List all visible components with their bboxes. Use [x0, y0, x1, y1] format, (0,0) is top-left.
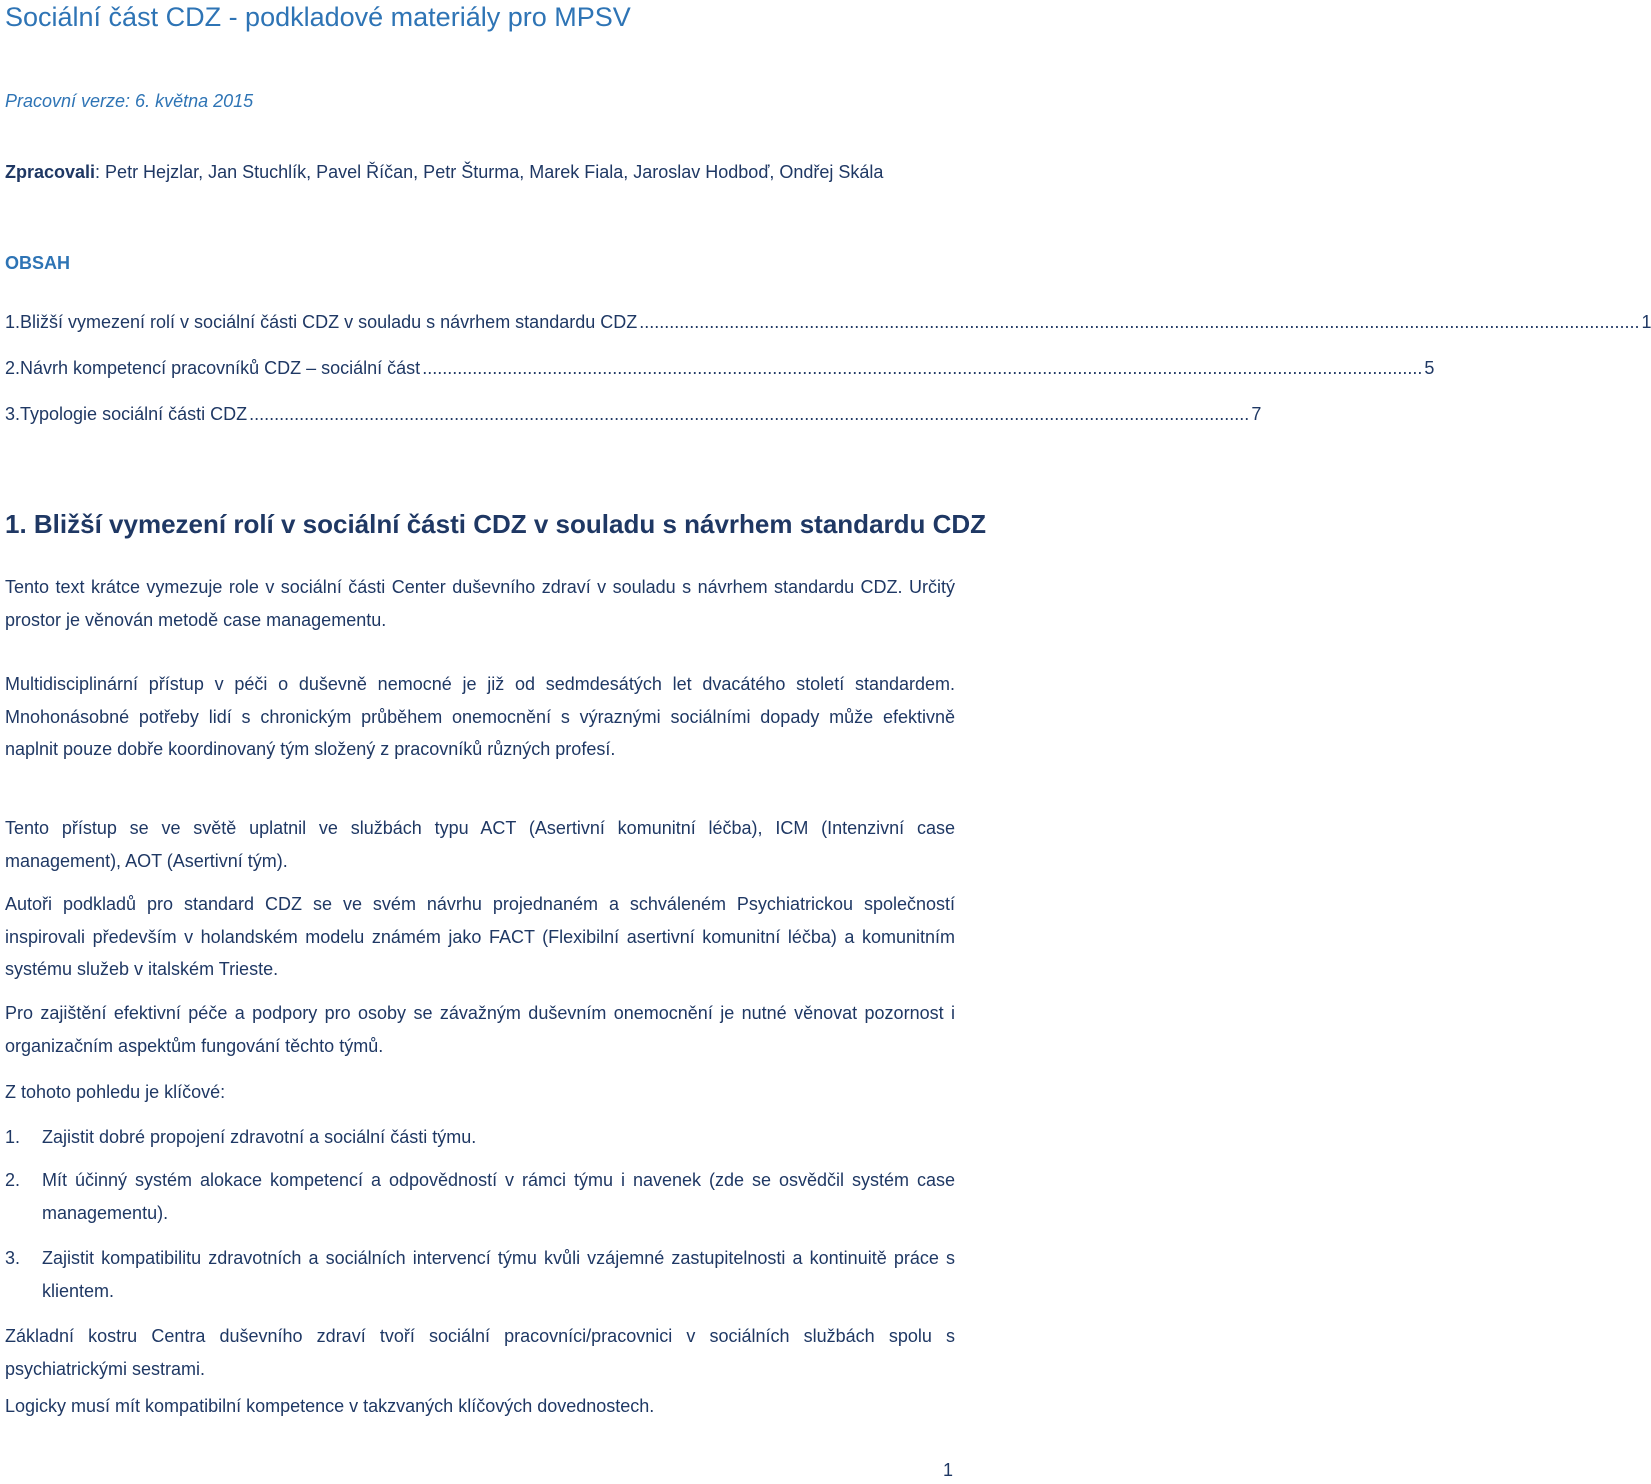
toc-entry-2[interactable]: [5, 358, 1435, 379]
toc-entry-1[interactable]: [5, 312, 1651, 333]
list-item-text: Zajistit kompatibilitu zdravotních a sociálních intervencí týmu kvůli vzájemné zastupitelnosti a kontinuitě práce s klientem.: [42, 1248, 955, 1301]
authors-names: : Petr Hejzlar, Jan Stuchlík, Pavel Říčan, Petr Šturma, Marek Fiala, Jaroslav Hodboď, Ondřej Skála: [95, 162, 884, 182]
list-item-number: 2.: [5, 1170, 21, 1190]
toc-entry-number: 3.: [5, 404, 21, 424]
document-title: Sociální část CDZ - podkladové materiály pro MPSV: [5, 2, 631, 32]
toc-entry-number: 1.: [5, 312, 21, 332]
toc-entry-page: 5: [1424, 358, 1435, 378]
list-item-text: Mít účinný systém alokace kompetencí a odpovědností v rámci týmu i navenek (zde se osvědčil systém case managementu).: [42, 1170, 955, 1223]
paragraph: Autoři podkladů pro standard CDZ se ve svém návrhu projednaném a schváleném Psychiatrickou společností inspirovali především v holandském modelu známém jako FACT (Flexibilní asertivní komunitní léčba) a komunitním systému služeb v italském Trieste.: [5, 894, 955, 979]
paragraph: Základní kostru Centra duševního zdraví tvoří sociální pracovníci/pracovnici v sociálních službách spolu s psychiatrickými sestrami.: [5, 1326, 955, 1379]
toc-leader-dots: ........................................................................................................................................................................................................: [422, 358, 1423, 378]
toc-entry-page: 1: [1641, 312, 1651, 332]
paragraph: Logicky musí mít kompatibilní kompetence v takzvaných klíčových dovednostech.: [5, 1396, 655, 1416]
authors-line: [5, 151, 955, 193]
toc-entry-page: 7: [1251, 404, 1262, 424]
list-item: [5, 1121, 955, 1154]
paragraph: Pro zajištění efektivní péče a podpory pro osoby se závažným duševním onemocnění je nutné věnovat pozornost i organizačním aspektům fungování těchto týmů.: [5, 1003, 955, 1056]
toc-entry-text: Návrh kompetencí pracovníků CDZ – sociální část: [20, 358, 421, 378]
list-item-text: Zajistit dobré propojení zdravotní a sociální části týmu.: [42, 1127, 477, 1147]
toc-leader-dots: ........................................................................................................................................................................................................: [249, 404, 1250, 424]
paragraph: Tento přístup se ve světě uplatnil ve službách typu ACT (Asertivní komunitní léčba), ICM (Intenzivní case management), AOT (Asertivní tým).: [5, 818, 955, 871]
section-heading: 1. Bližší vymezení rolí v sociální části CDZ v souladu s návrhem standardu CDZ: [5, 509, 987, 539]
list-item: [5, 1242, 955, 1307]
paragraph: Multidisciplinární přístup v péči o duševně nemocné je již od sedmdesátých let dvacátého století standardem. Mnohonásobné potřeby lidí s chronickým průběhem onemocnění s výraznými sociálními dopady může efektivně naplnit pouze dobře koordinovaný tým složený z pracovníků různých profesí.: [5, 674, 955, 759]
list-item-number: 1.: [5, 1127, 21, 1147]
paragraph: Z tohoto pohledu je klíčové:: [5, 1082, 226, 1102]
toc-entry-number: 2.: [5, 358, 21, 378]
toc-entry-3[interactable]: [5, 404, 1262, 425]
toc-leader-dots: ........................................................................................................................................................................................................: [639, 312, 1640, 332]
toc-heading: OBSAH: [5, 253, 71, 273]
authors-label: Zpracovali: [5, 162, 96, 182]
toc-entry-text: Typologie sociální části CDZ: [20, 404, 248, 424]
paragraph: Tento text krátce vymezuje role v sociální části Center duševního zdraví v souladu s návrhem standardu CDZ. Určitý prostor je věnován metodě case managementu.: [5, 577, 955, 630]
page-number: 1: [942, 1460, 953, 1480]
list-item-number: 3.: [5, 1248, 21, 1268]
toc-entry-text: Bližší vymezení rolí v sociální části CDZ v souladu s návrhem standardu CDZ: [20, 312, 638, 332]
version-line: Pracovní verze: 6. května 2015: [5, 91, 254, 111]
list-item: [5, 1164, 955, 1229]
